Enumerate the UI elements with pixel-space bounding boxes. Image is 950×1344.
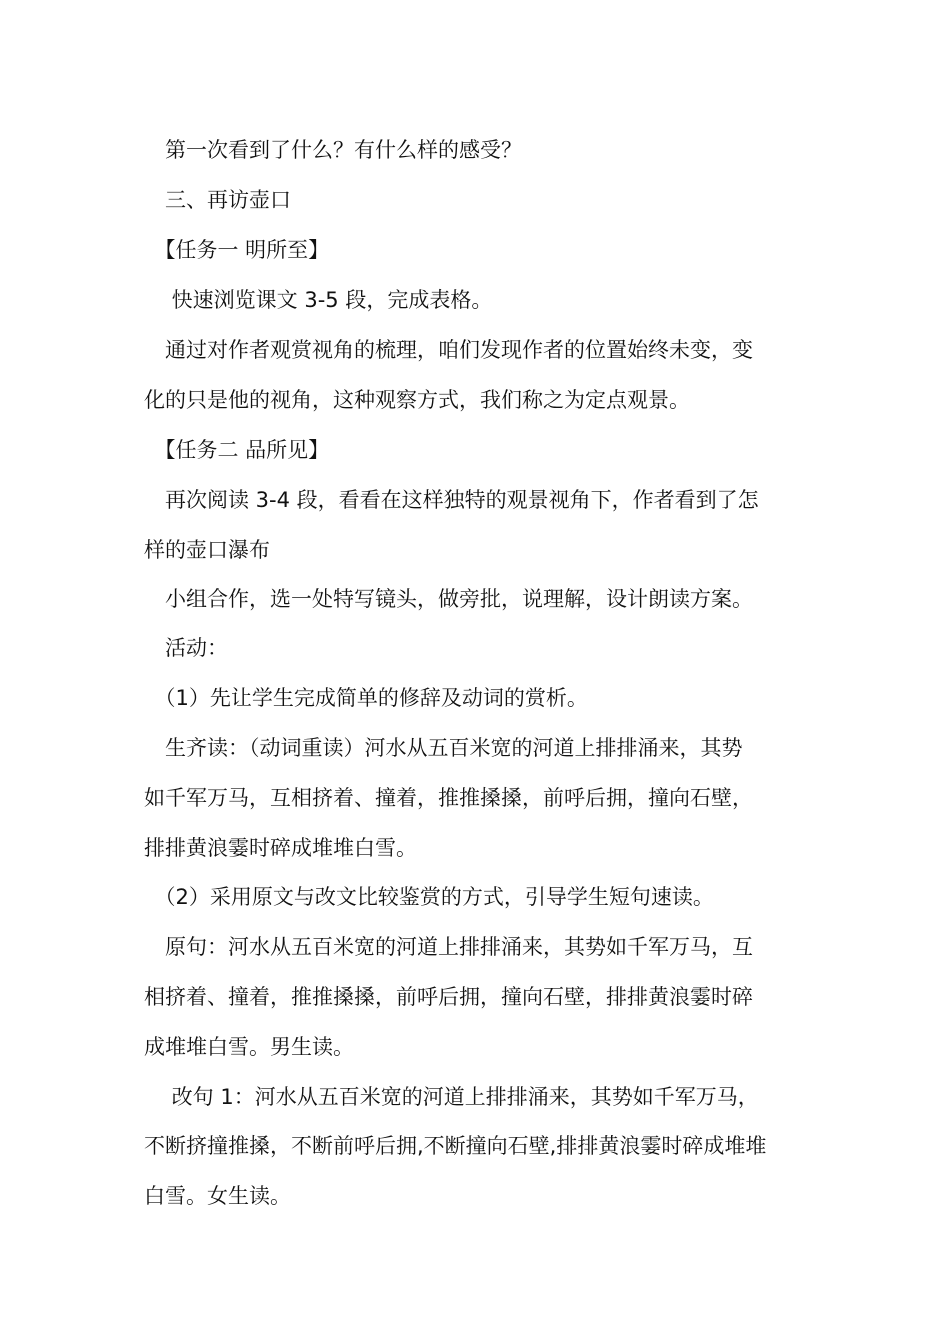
paragraph-line: （1）先让学生完成简单的修辞及动词的赏析。 (144, 686, 588, 710)
paragraph-line: 原句：河水从五百米宽的河道上排排涌来，其势如千军万马，互 (144, 935, 753, 959)
paragraph-line: 第一次看到了什么？有什么样的感受？ (144, 138, 522, 162)
task-heading: 【任务二 品所见】 (144, 438, 330, 462)
paragraph-line: 生齐读：（动词重读）河水从五百米宽的河道上排排涌来，其势 (144, 736, 743, 760)
paragraph-line: 样的壶口瀑布 (144, 538, 270, 562)
task-heading: 【任务一 明所至】 (144, 238, 330, 262)
paragraph-line: 活动： (144, 636, 228, 660)
paragraph-line: （2）采用原文与改文比较鉴赏的方式，引导学生短句速读。 (144, 885, 714, 909)
paragraph-line: 白雪。女生读。 (144, 1184, 291, 1208)
section-heading: 三、再访壶口 (144, 188, 291, 212)
paragraph-line: 不断挤撞推搡，不断前呼后拥,不断撞向石壁,排排黄浪霎时碎成堆堆 (144, 1134, 767, 1158)
paragraph-line: 再次阅读 3-4 段，看看在这样独特的观景视角下，作者看到了怎 (144, 488, 759, 512)
paragraph-line: 化的只是他的视角，这种观察方式，我们称之为定点观景。 (144, 388, 690, 412)
paragraph-line: 相挤着、撞着，推推搡搡，前呼后拥，撞向石壁，排排黄浪霎时碎 (144, 985, 753, 1009)
paragraph-line: 快速浏览课文 3-5 段，完成表格。 (144, 288, 493, 312)
paragraph-line: 排排黄浪霎时碎成堆堆白雪。 (144, 836, 417, 860)
paragraph-line: 通过对作者观赏视角的梳理，咱们发现作者的位置始终未变，变 (144, 338, 753, 362)
paragraph-line: 如千军万马，互相挤着、撞着，推推搡搡，前呼后拥，撞向石壁， (144, 786, 753, 810)
paragraph-line: 改句 1：河水从五百米宽的河道上排排涌来，其势如千军万马， (144, 1085, 759, 1109)
paragraph-line: 成堆堆白雪。男生读。 (144, 1035, 354, 1059)
paragraph-line: 小组合作，选一处特写镜头，做旁批，说理解，设计朗读方案。 (144, 587, 753, 611)
